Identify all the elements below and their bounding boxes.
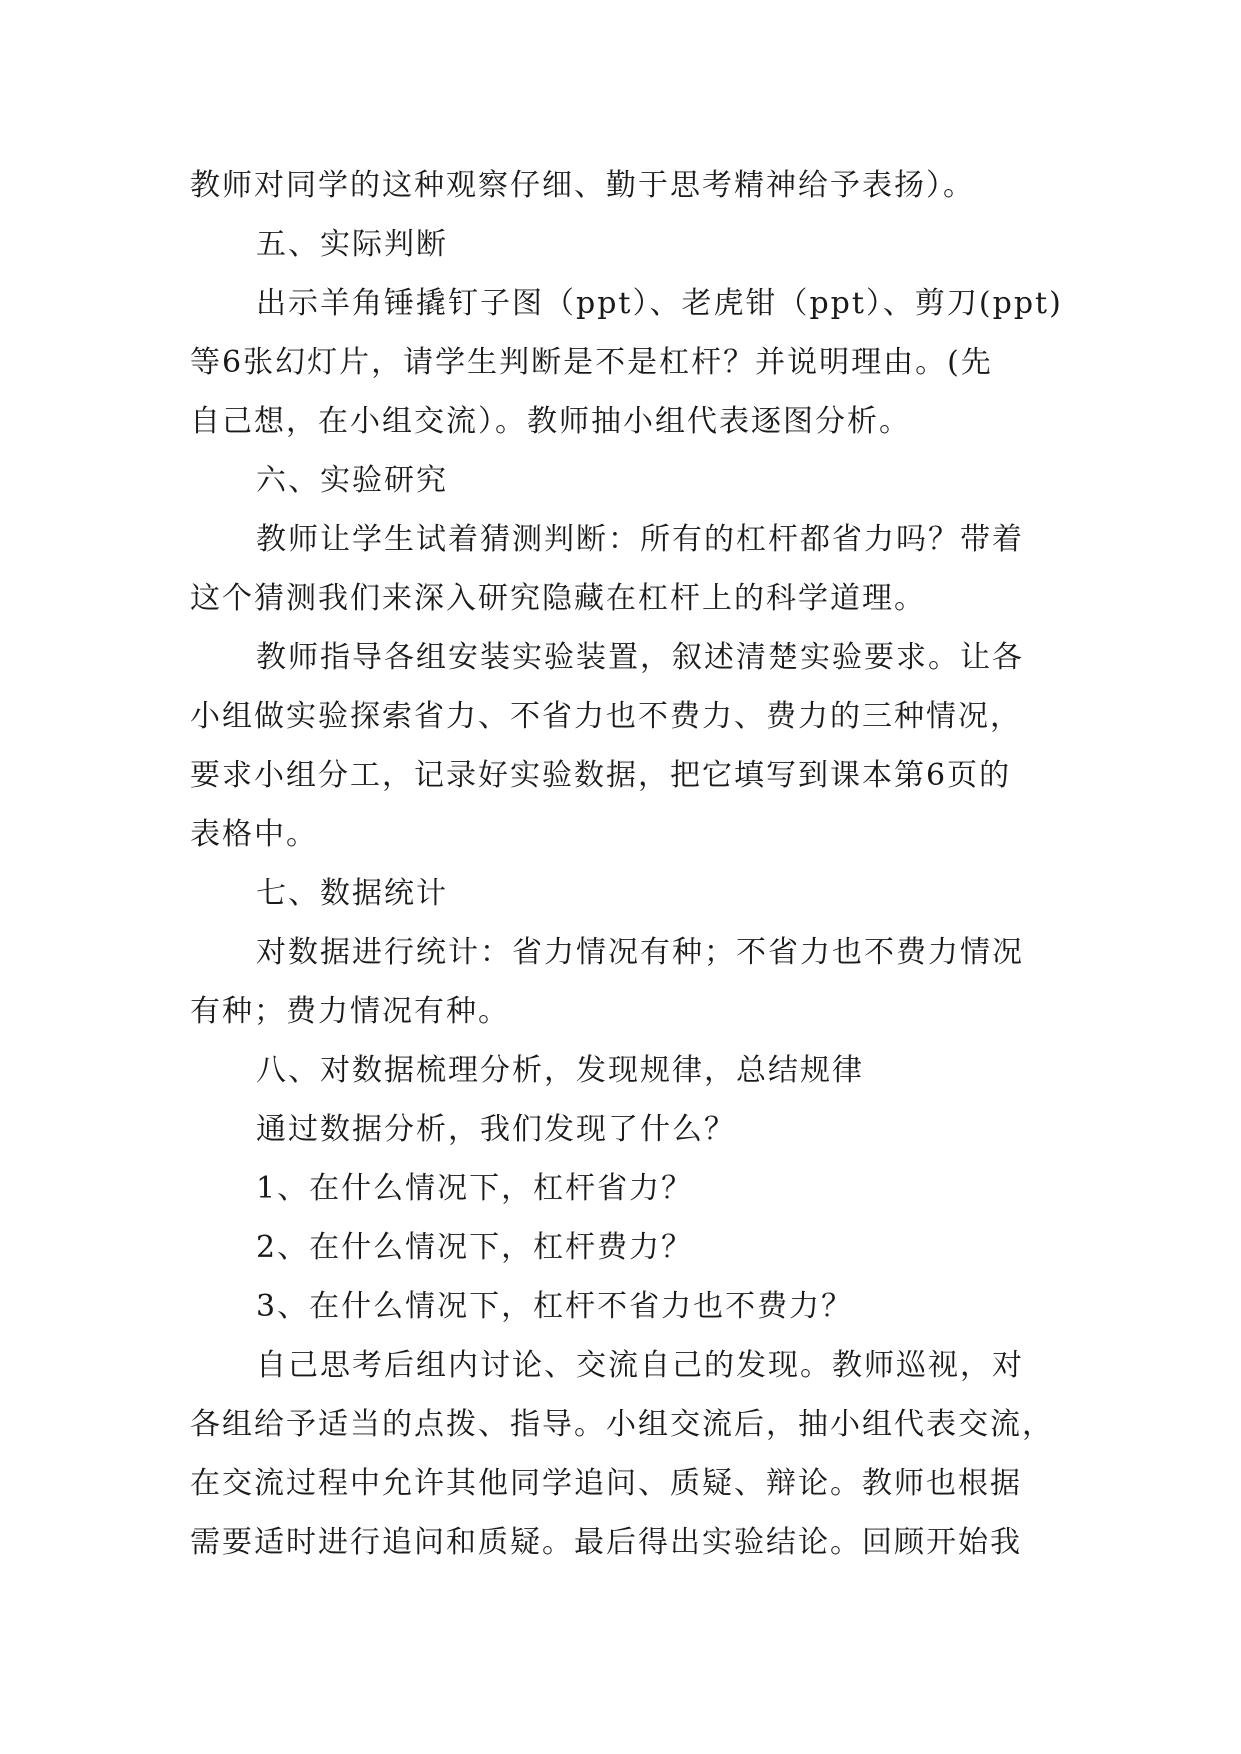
- text-line: 教师指导各组安装实验装置，叙述清楚实验要求。让各: [256, 640, 1024, 675]
- text-line: 教师对同学的这种观察仔细、勤于思考精神给予表扬）。: [190, 168, 975, 203]
- list-item: 1、在什么情况下，杠杆省力？: [256, 1171, 694, 1206]
- text-line: 有种；费力情况有种。: [190, 994, 510, 1029]
- section-heading: 七、数据统计: [256, 876, 448, 911]
- text-line: 要求小组分工，记录好实验数据，把它填写到课本第6页的: [190, 758, 1012, 793]
- text-line: 等6张幻灯片，请学生判断是不是杠杆？并说明理由。(先: [190, 345, 993, 380]
- text-line: 出示羊角锤撬钉子图（ppt）、老虎钳（ppt）、剪刀(ppt): [256, 286, 1063, 321]
- text-line: 自己想，在小组交流）。教师抽小组代表逐图分析。: [190, 404, 911, 439]
- document-body: [190, 156, 1063, 1572]
- text-line: 表格中。: [190, 817, 318, 852]
- list-item: 3、在什么情况下，杠杆不省力也不费力？: [256, 1289, 854, 1324]
- text-line: 在交流过程中允许其他同学追问、质疑、辩论。教师也根据: [190, 1466, 1022, 1501]
- text-line: 各组给予适当的点拨、指导。小组交流后，抽小组代表交流，: [190, 1407, 1054, 1442]
- text-line: 小组做实验探索省力、不省力也不费力、费力的三种情况，: [190, 699, 1022, 734]
- section-heading: 五、实际判断: [256, 227, 448, 262]
- list-item: 2、在什么情况下，杠杆费力？: [256, 1230, 694, 1265]
- text-line: 对数据进行统计：省力情况有种；不省力也不费力情况: [256, 935, 1024, 970]
- section-heading: 六、实验研究: [256, 463, 448, 498]
- text-line: 通过数据分析，我们发现了什么？: [256, 1112, 736, 1147]
- text-line: 教师让学生试着猜测判断：所有的杠杆都省力吗？带着: [256, 522, 1024, 557]
- section-heading: 八、对数据梳理分析，发现规律，总结规律: [256, 1053, 864, 1088]
- text-line: 这个猜测我们来深入研究隐藏在杠杆上的科学道理。: [190, 581, 926, 616]
- text-line: 需要适时进行追问和质疑。最后得出实验结论。回顾开始我: [190, 1525, 1022, 1560]
- text-line: 自己思考后组内讨论、交流自己的发现。教师巡视，对: [256, 1348, 1024, 1383]
